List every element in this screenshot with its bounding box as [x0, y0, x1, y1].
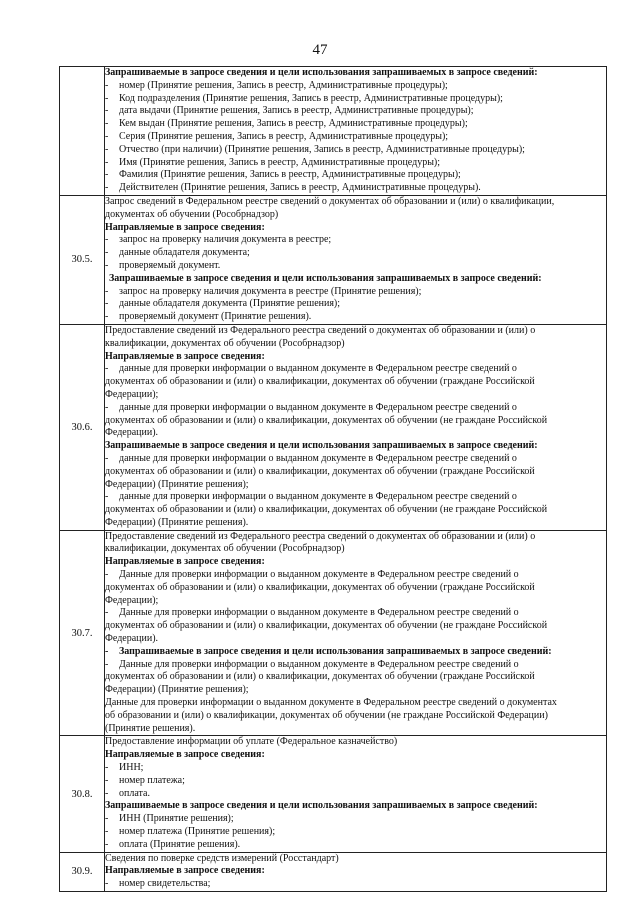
text-line [105, 247, 606, 260]
text-line [105, 853, 606, 866]
line-text: дата выдачи (Принятие решения, Запись в реестр, Административные процедуры); [119, 105, 474, 117]
list-dash: - [105, 607, 109, 619]
line-text: Федерации). [105, 633, 159, 645]
text-line [105, 582, 606, 595]
text-line [105, 569, 606, 582]
line-text: Направляемые в запросе сведения: [105, 350, 265, 362]
line-text: номер (Принятие решения, Запись в реестр, Административные процедуры); [119, 79, 448, 91]
line-text: Отчество (при наличии) (Принятие решения, Запись в реестр, Административные процедуры); [119, 143, 525, 155]
text-line [105, 697, 606, 710]
list-dash: - [105, 774, 109, 786]
line-text: Предоставление информации об уплате (Федеральное казначейство) [105, 736, 398, 748]
line-text: документах об образовании и (или) о квалификации, документах об обучении (граждане Российской [105, 465, 535, 477]
line-text: Данные для проверки информации о выданном документе в Федеральном реестре сведений о [119, 658, 519, 670]
line-text: Предоставление сведений из Федерального реестра сведений о документах об образовании и (или) о [105, 530, 536, 542]
text-line [105, 427, 606, 440]
text-line [105, 298, 606, 311]
list-dash: - [105, 156, 109, 168]
line-text: Действителен (Принятие решения, Запись в реестр, Административные процедуры). [119, 182, 481, 194]
line-text: проверяемый документ. [119, 259, 221, 271]
text-line [105, 144, 606, 157]
table-row [60, 195, 607, 324]
text-line [105, 209, 606, 222]
line-text: Данные для проверки информации о выданном документе в Федеральном реестре сведений о [119, 607, 519, 619]
line-text: проверяемый документ (Принятие решения). [119, 311, 312, 323]
text-line [105, 878, 606, 891]
text-line [105, 311, 606, 324]
text-line [105, 775, 606, 788]
text-line [105, 491, 606, 504]
list-dash: - [105, 363, 109, 375]
text-line [105, 762, 606, 775]
line-text: Предоставление сведений из Федерального реестра сведений о документах об образовании и (или) о [105, 324, 536, 336]
table-row [60, 324, 607, 530]
list-dash: - [105, 645, 109, 657]
line-text: данные для проверки информации о выданном документе в Федеральном реестре сведений о [119, 401, 517, 413]
text-line [105, 826, 606, 839]
line-text: документах об образовании и (или) о квалификации, документах об обучении (граждане Российской [105, 581, 535, 593]
row-content [105, 195, 607, 324]
line-text: Данные для проверки информации о выданном документе в Федеральном реестре сведений о документах [105, 697, 557, 709]
line-text: данные обладателя документа (Принятие решения); [119, 298, 341, 310]
line-text: Сведения по поверке средств измерений (Росстандарт) [105, 852, 339, 864]
list-dash: - [105, 143, 109, 155]
text-line [105, 222, 606, 235]
table-row [60, 852, 607, 891]
line-text: ИНН; [119, 762, 144, 774]
text-line [105, 440, 606, 453]
list-dash: - [105, 813, 109, 825]
list-dash: - [105, 298, 109, 310]
line-text: документах об образовании и (или) о квалификации, документах об обучении (не граждане Российской [105, 414, 548, 426]
line-text: Федерации) (Принятие решения). [105, 516, 249, 528]
line-text: Направляемые в запросе сведения: [105, 865, 265, 877]
text-line [105, 169, 606, 182]
table-row [60, 67, 607, 196]
line-text: запрос на проверку наличия документа в реестре (Принятие решения); [119, 285, 422, 297]
row-number: 30.7. [60, 530, 105, 736]
text-line [105, 466, 606, 479]
line-text: Федерации). [105, 427, 159, 439]
text-line [105, 659, 606, 672]
text-line [105, 504, 606, 517]
line-text: Федерации) (Принятие решения); [105, 478, 249, 490]
services-table [59, 66, 607, 892]
text-line [105, 479, 606, 492]
text-line [105, 105, 606, 118]
line-text: Направляемые в запросе сведения: [105, 749, 265, 761]
text-line [105, 607, 606, 620]
line-text: (Принятие решения). [105, 722, 196, 734]
line-text: данные для проверки информации о выданном документе в Федеральном реестре сведений о [119, 363, 517, 375]
row-content [105, 67, 607, 196]
line-text: документах об образовании и (или) о квалификации, документах об обучении (граждане Российской [105, 671, 535, 683]
list-dash: - [105, 259, 109, 271]
list-dash: - [105, 79, 109, 91]
line-text: квалификации, документах об обучении (Рособрнадзор) [105, 543, 345, 555]
line-text: Имя (Принятие решения, Запись в реестр, Административные процедуры); [119, 156, 441, 168]
list-dash: - [105, 491, 109, 503]
text-line [105, 363, 606, 376]
line-text: Запрашиваемые в запросе сведения и цели использования запрашиваемых в запросе сведений: [109, 272, 542, 284]
table-row [60, 530, 607, 736]
list-dash: - [105, 105, 109, 117]
text-line [105, 131, 606, 144]
line-text: запрос на проверку наличия документа в реестре; [119, 234, 332, 246]
line-text: номер платежа; [119, 774, 185, 786]
line-text: Кем выдан (Принятие решения, Запись в реестр, Административные процедуры); [119, 118, 468, 130]
row-number: 30.5. [60, 195, 105, 324]
line-text: Запрашиваемые в запросе сведения и цели использования запрашиваемых в запросе сведений: [105, 67, 538, 78]
text-line [105, 531, 606, 544]
line-text: Направляемые в запросе сведения: [105, 556, 265, 568]
text-line [105, 633, 606, 646]
text-line [105, 543, 606, 556]
text-line [105, 788, 606, 801]
text-line [105, 376, 606, 389]
text-line [105, 234, 606, 247]
list-dash: - [105, 762, 109, 774]
text-line [105, 723, 606, 736]
list-dash: - [105, 452, 109, 464]
row-number: 30.8. [60, 736, 105, 852]
page-number: 47 [312, 42, 328, 58]
list-dash: - [105, 182, 109, 194]
line-text: Запрашиваемые в запросе сведения и цели использования запрашиваемых в запросе сведений: [105, 800, 538, 812]
text-line [105, 80, 606, 93]
text-line [105, 646, 606, 659]
list-dash: - [105, 878, 109, 890]
text-line [105, 67, 606, 80]
text-line [105, 182, 606, 195]
line-text: Фамилия (Принятие решения, Запись в реестр, Административные процедуры); [119, 169, 461, 181]
table-row [60, 736, 607, 852]
text-line [105, 351, 606, 364]
line-text: документах об образовании и (или) о квалификации, документах об обучении (не граждане Российской [105, 504, 548, 516]
row-content [105, 324, 607, 530]
line-text: Запрашиваемые в запросе сведения и цели использования запрашиваемых в запросе сведений: [105, 440, 538, 452]
text-line [105, 338, 606, 351]
text-line [105, 453, 606, 466]
text-line [105, 684, 606, 697]
text-line [105, 710, 606, 723]
line-text: оплата. [119, 787, 150, 799]
row-number: 30.9. [60, 852, 105, 891]
list-dash: - [105, 92, 109, 104]
list-dash: - [105, 401, 109, 413]
text-line [105, 402, 606, 415]
list-dash: - [105, 247, 109, 259]
text-line [105, 517, 606, 530]
list-dash: - [105, 130, 109, 142]
row-content [105, 736, 607, 852]
line-text: квалификации, документах об обучении (Рособрнадзор) [105, 337, 345, 349]
line-text: номер свидетельства; [119, 878, 211, 890]
text-line [105, 389, 606, 402]
list-dash: - [105, 787, 109, 799]
line-text: данные для проверки информации о выданном документе в Федеральном реестре сведений о [119, 452, 517, 464]
text-line [105, 865, 606, 878]
list-dash: - [105, 234, 109, 246]
text-line [105, 800, 606, 813]
line-text: документах об обучении (Рособрнадзор) [105, 208, 279, 220]
text-line [105, 839, 606, 852]
list-dash: - [105, 658, 109, 670]
line-text: ИНН (Принятие решения); [119, 813, 234, 825]
list-dash: - [105, 311, 109, 323]
row-content [105, 530, 607, 736]
text-line [105, 93, 606, 106]
line-text: данные для проверки информации о выданном документе в Федеральном реестре сведений о [119, 491, 517, 503]
line-text: данные обладателя документа; [119, 247, 250, 259]
list-dash: - [105, 169, 109, 181]
line-text: об образовании и (или) о квалификации, документах об обучении (не граждане Российской Федерации) [105, 709, 548, 721]
line-text: Федерации); [105, 388, 159, 400]
line-text: документах об образовании и (или) о квалификации, документах об обучении (граждане Российской [105, 376, 535, 388]
line-text: Федерации) (Принятие решения); [105, 684, 249, 696]
list-dash: - [105, 569, 109, 581]
list-dash: - [105, 285, 109, 297]
text-line [105, 736, 606, 749]
text-line [105, 260, 606, 273]
text-line [105, 620, 606, 633]
line-text: документах об образовании и (или) о квалификации, документах об обучении (не граждане Российской [105, 620, 548, 632]
text-line [105, 196, 606, 209]
text-line [105, 415, 606, 428]
text-line [105, 813, 606, 826]
row-number: 30.6. [60, 324, 105, 530]
list-dash: - [105, 826, 109, 838]
text-line [105, 671, 606, 684]
line-text: Направляемые в запросе сведения: [105, 221, 265, 233]
line-text: Код подразделения (Принятие решения, Запись в реестр, Административные процедуры); [119, 92, 503, 104]
list-dash: - [105, 118, 109, 130]
list-dash: - [105, 838, 109, 850]
text-line [105, 749, 606, 762]
text-line [105, 286, 606, 299]
line-text: Данные для проверки информации о выданном документе в Федеральном реестре сведений о [119, 569, 519, 581]
text-line [105, 273, 606, 286]
text-line [105, 325, 606, 338]
text-line [105, 118, 606, 131]
row-number [60, 67, 105, 196]
text-line [105, 595, 606, 608]
line-text: Запрос сведений в Федеральном реестре сведений о документах об образовании и (или) о квалификации, [105, 195, 555, 207]
text-line [105, 556, 606, 569]
text-line [105, 157, 606, 170]
line-text: Серия (Принятие решения, Запись в реестр, Административные процедуры); [119, 130, 449, 142]
row-content [105, 852, 607, 891]
line-text: оплата (Принятие решения). [119, 838, 241, 850]
line-text: Запрашиваемые в запросе сведения и цели использования запрашиваемых в запросе сведений: [119, 645, 552, 657]
line-text: Федерации); [105, 594, 159, 606]
line-text: номер платежа (Принятие решения); [119, 826, 276, 838]
